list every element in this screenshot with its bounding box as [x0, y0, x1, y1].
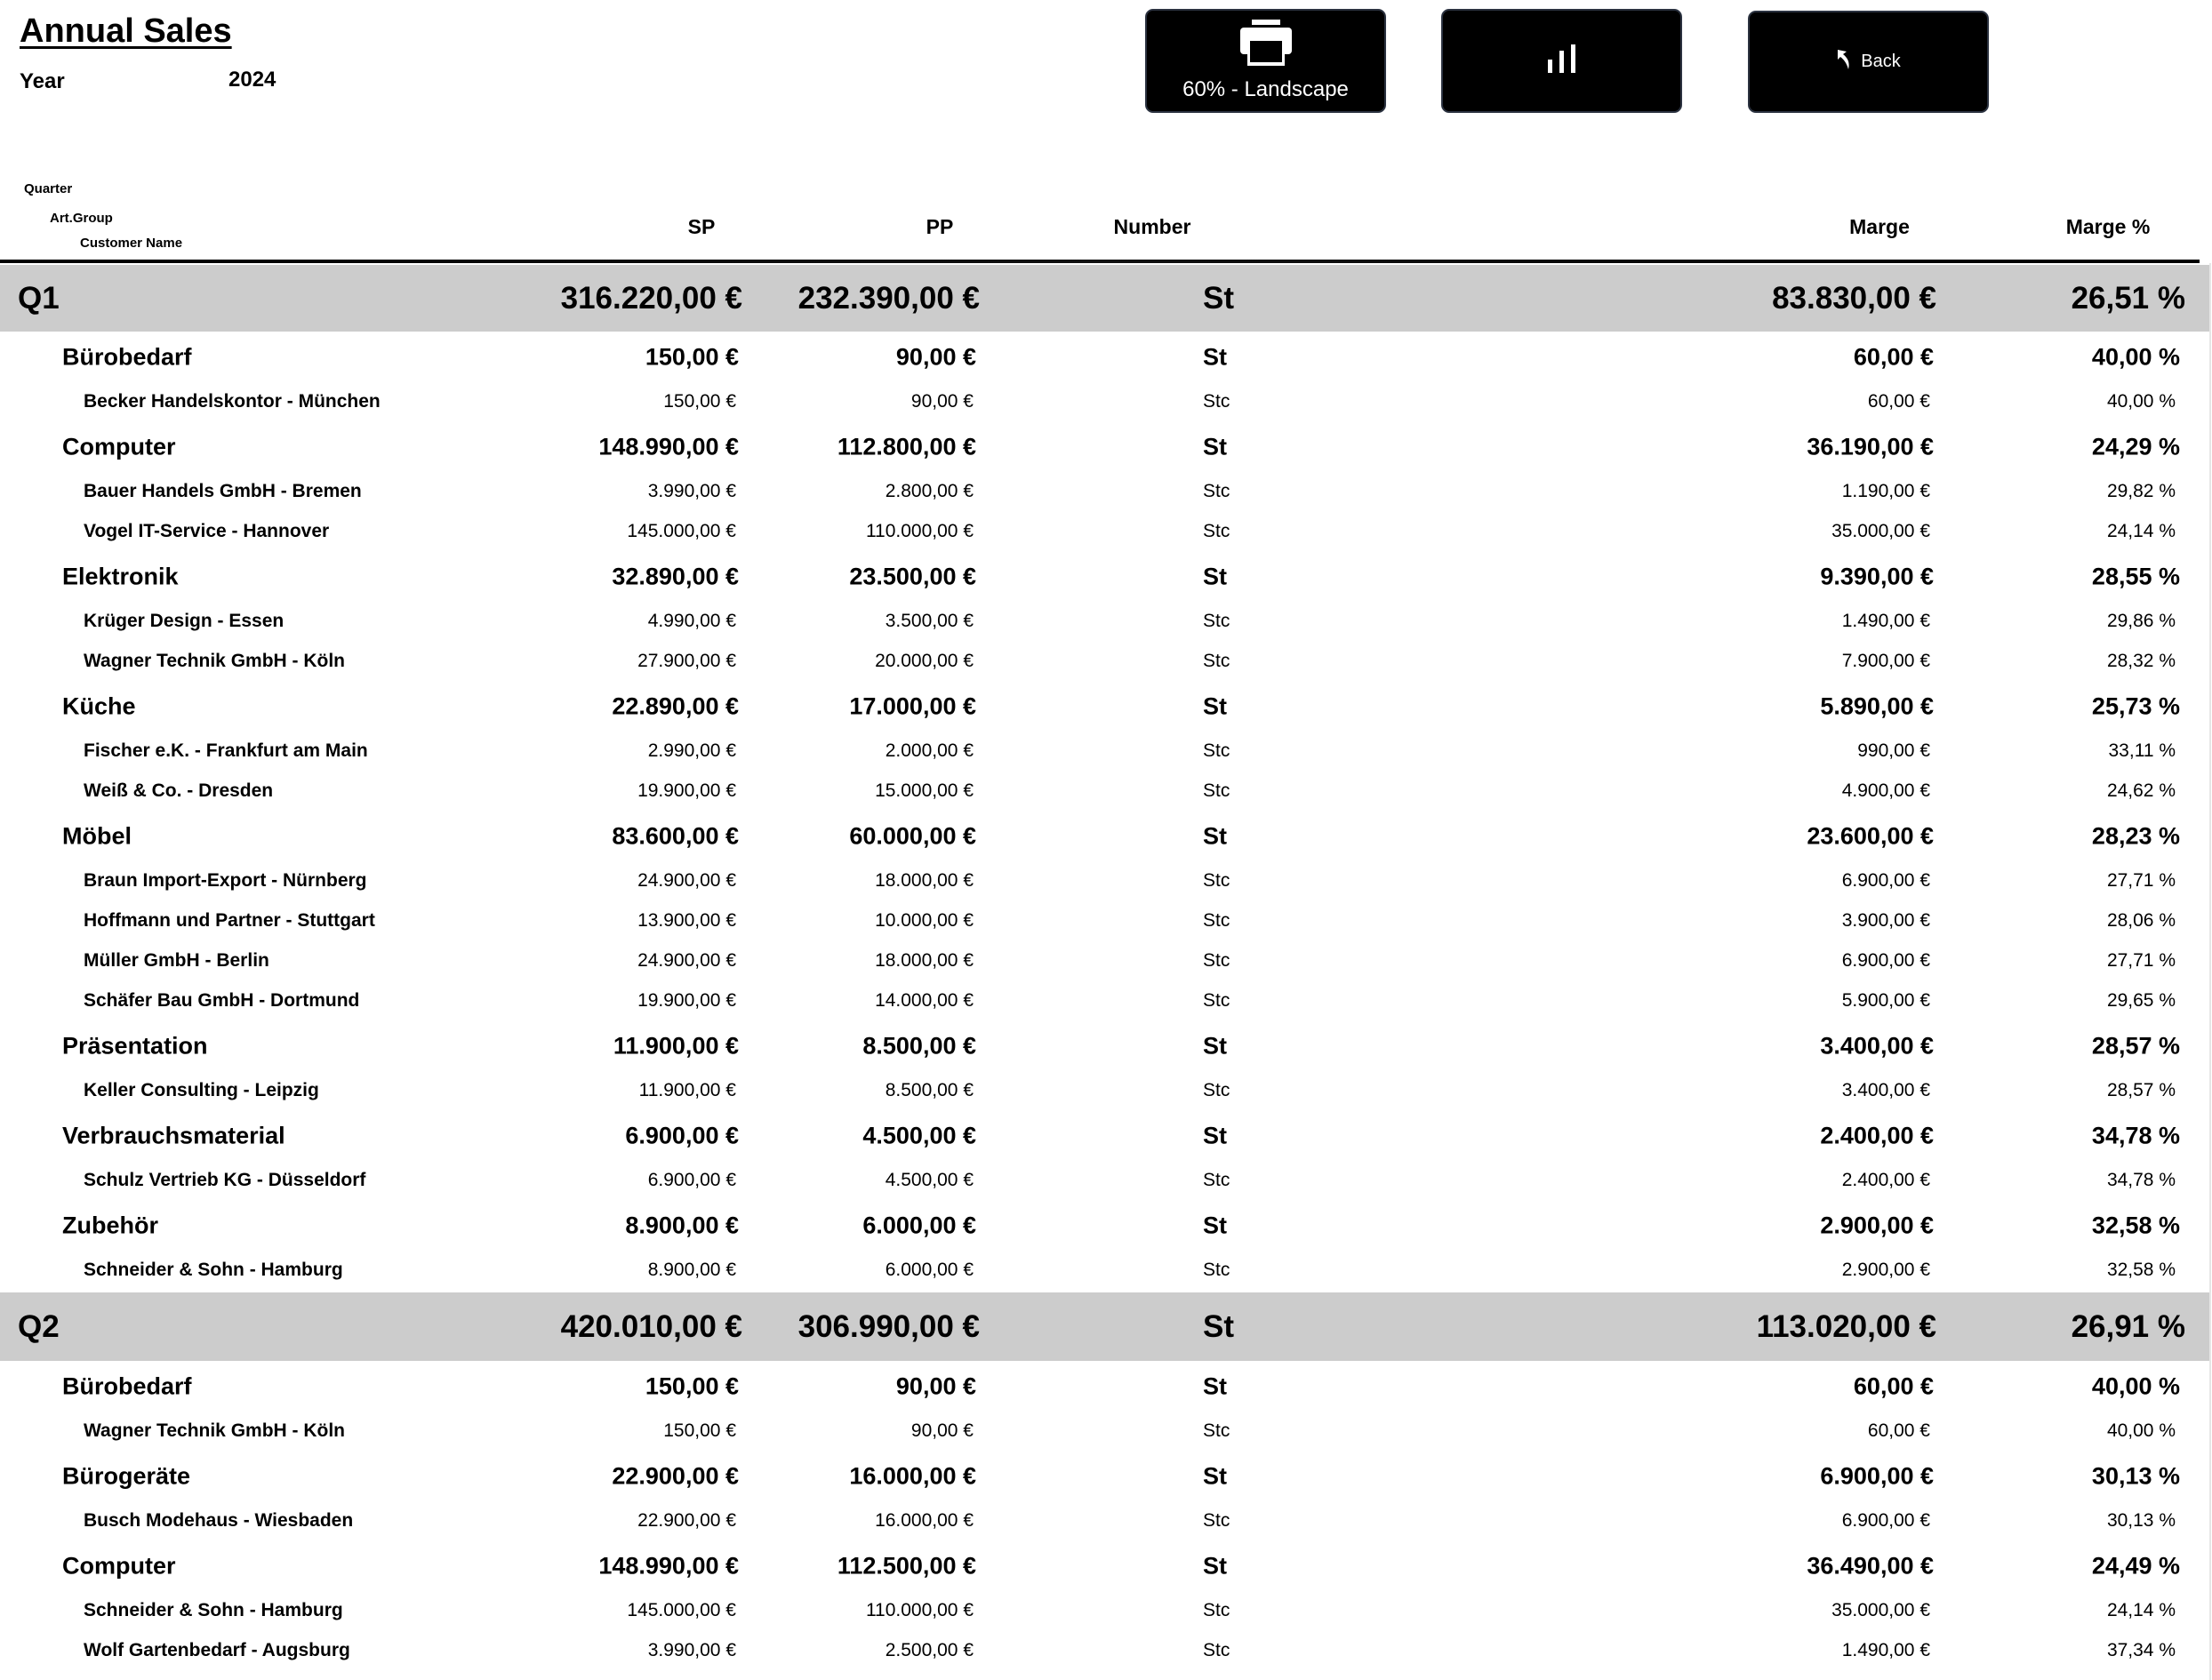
- customer-pp: 14.000,00 €: [875, 989, 974, 1011]
- group-sp: 11.900,00 €: [613, 1032, 739, 1060]
- customer-marge-percent: 27,71 %: [2106, 949, 2176, 971]
- customer-row[interactable]: [0, 1160, 2209, 1200]
- customer-marge-percent: 29,82 %: [2106, 480, 2176, 501]
- customer-marge-percent: 34,78 %: [2106, 1169, 2176, 1190]
- customer-name: Hoffmann und Partner - Stuttgart: [84, 909, 375, 931]
- quarter-pp: 306.990,00 €: [797, 1308, 980, 1344]
- column-header-customer-name: Customer Name: [80, 236, 183, 251]
- customer-row[interactable]: [0, 900, 2209, 940]
- group-marge-percent: 32,58 %: [2091, 1212, 2180, 1239]
- customer-row[interactable]: [0, 980, 2209, 1020]
- customer-row[interactable]: [0, 940, 2209, 980]
- customer-unit: Stc: [1203, 480, 1230, 501]
- column-header-quarter: Quarter: [24, 181, 73, 196]
- group-unit: St: [1203, 1122, 1227, 1149]
- customer-unit: Stc: [1203, 1259, 1230, 1280]
- customer-marge: 6.900,00 €: [1841, 869, 1930, 891]
- customer-unit: Stc: [1203, 949, 1230, 971]
- quarter-label: Q1: [18, 280, 60, 316]
- group-unit: St: [1203, 1462, 1227, 1490]
- customer-pp: 15.000,00 €: [875, 780, 974, 801]
- page-right-edge: [2209, 263, 2211, 1680]
- column-header-sp: SP: [687, 215, 716, 238]
- quarter-marge-percent: 26,51 %: [2071, 280, 2185, 316]
- customer-marge: 35.000,00 €: [1831, 1599, 1930, 1620]
- group-row[interactable]: [0, 681, 2209, 731]
- customer-unit: Stc: [1203, 610, 1230, 631]
- group-marge: 5.890,00 €: [1820, 692, 1934, 720]
- quarter-marge-percent: 26,91 %: [2071, 1308, 2185, 1344]
- quarter-row-q2[interactable]: [0, 1292, 2209, 1361]
- customer-unit: Stc: [1203, 390, 1230, 412]
- customer-marge-percent: 40,00 %: [2106, 390, 2176, 412]
- group-name: Möbel: [62, 822, 132, 850]
- customer-name: Müller GmbH - Berlin: [84, 949, 269, 971]
- customer-sp: 11.900,00 €: [638, 1079, 736, 1100]
- customer-marge: 5.900,00 €: [1841, 989, 1930, 1011]
- group-unit: St: [1203, 433, 1227, 460]
- group-pp: 16.000,00 €: [849, 1462, 976, 1490]
- group-sp: 8.900,00 €: [625, 1212, 739, 1239]
- group-name: Bürobedarf: [62, 343, 192, 371]
- group-pp: 60.000,00 €: [849, 822, 976, 850]
- customer-sp: 24.900,00 €: [637, 869, 736, 891]
- customer-marge: 2.400,00 €: [1841, 1169, 1930, 1190]
- quarter-pp: 232.390,00 €: [797, 280, 980, 316]
- customer-sp: 6.900,00 €: [647, 1169, 736, 1190]
- customer-sp: 13.900,00 €: [637, 909, 736, 931]
- column-header-art-group: Art.Group: [50, 211, 113, 226]
- customer-sp: 4.990,00 €: [647, 610, 736, 631]
- group-unit: St: [1203, 563, 1227, 590]
- group-name: Computer: [62, 1552, 176, 1580]
- customer-unit: Stc: [1203, 989, 1230, 1011]
- customer-name: Wagner Technik GmbH - Köln: [84, 1420, 346, 1441]
- customer-sp: 27.900,00 €: [637, 650, 736, 671]
- customer-sp: 19.900,00 €: [637, 780, 736, 801]
- customer-marge: 6.900,00 €: [1841, 1509, 1930, 1531]
- customer-pp: 4.500,00 €: [885, 1169, 974, 1190]
- print-landscape-button[interactable]: [1145, 9, 1386, 113]
- group-pp: 90,00 €: [895, 1372, 976, 1400]
- customer-unit: Stc: [1203, 650, 1230, 671]
- header-divider: [0, 260, 2200, 263]
- print-button-label: 60% - Landscape: [1182, 77, 1349, 101]
- customer-marge-percent: 24,14 %: [2106, 1599, 2176, 1620]
- customer-unit: Stc: [1203, 520, 1230, 541]
- group-name: Verbrauchsmaterial: [62, 1122, 285, 1149]
- group-unit: St: [1203, 822, 1227, 850]
- customer-marge-percent: 30,13 %: [2106, 1509, 2176, 1531]
- customer-row[interactable]: [0, 1070, 2209, 1110]
- year-value: 2024: [228, 68, 276, 92]
- group-name: Bürogeräte: [62, 1462, 191, 1490]
- customer-marge: 60,00 €: [1867, 1420, 1930, 1441]
- customer-marge-percent: 40,00 %: [2106, 1420, 2176, 1441]
- customer-name: Schneider & Sohn - Hamburg: [84, 1599, 343, 1620]
- chart-button[interactable]: [1441, 9, 1682, 113]
- customer-pp: 8.500,00 €: [885, 1079, 974, 1100]
- customer-marge: 1.190,00 €: [1841, 480, 1930, 501]
- group-unit: St: [1203, 343, 1227, 371]
- customer-name: Braun Import-Export - Nürnberg: [84, 869, 367, 891]
- customer-name: Schneider & Sohn - Hamburg: [84, 1259, 343, 1280]
- group-pp: 17.000,00 €: [849, 692, 976, 720]
- column-header-pp: PP: [926, 215, 954, 238]
- back-button[interactable]: [1748, 11, 1989, 113]
- customer-marge-percent: 29,65 %: [2106, 989, 2176, 1011]
- group-sp: 148.990,00 €: [598, 1552, 739, 1580]
- customer-pp: 90,00 €: [910, 390, 974, 412]
- group-marge: 60,00 €: [1853, 1372, 1934, 1400]
- bar-chart-icon: [1547, 44, 1577, 78]
- customer-row[interactable]: [0, 511, 2209, 551]
- customer-marge-percent: 28,32 %: [2106, 650, 2176, 671]
- customer-row[interactable]: [0, 471, 2209, 511]
- group-marge: 3.400,00 €: [1820, 1032, 1934, 1060]
- customer-marge: 4.900,00 €: [1841, 780, 1930, 801]
- customer-row[interactable]: [0, 381, 2209, 421]
- printer-icon: [1240, 20, 1292, 70]
- group-sp: 22.890,00 €: [612, 692, 739, 720]
- group-marge: 2.900,00 €: [1820, 1212, 1934, 1239]
- customer-marge-percent: 32,58 %: [2106, 1259, 2176, 1280]
- customer-pp: 18.000,00 €: [875, 949, 974, 971]
- customer-unit: Stc: [1203, 780, 1230, 801]
- customer-pp: 110.000,00 €: [865, 1599, 974, 1620]
- customer-name: Becker Handelskontor - München: [84, 390, 381, 412]
- customer-marge-percent: 28,57 %: [2106, 1079, 2176, 1100]
- customer-sp: 145.000,00 €: [627, 520, 736, 541]
- group-unit: St: [1203, 1372, 1227, 1400]
- group-marge: 9.390,00 €: [1820, 563, 1934, 590]
- customer-marge: 35.000,00 €: [1831, 520, 1930, 541]
- group-pp: 4.500,00 €: [862, 1122, 976, 1149]
- customer-marge: 6.900,00 €: [1841, 949, 1930, 971]
- customer-name: Krüger Design - Essen: [84, 610, 285, 631]
- customer-name: Weiß & Co. - Dresden: [84, 780, 274, 801]
- customer-unit: Stc: [1203, 1599, 1230, 1620]
- customer-row[interactable]: [0, 860, 2209, 900]
- customer-marge-percent: 33,11 %: [2108, 740, 2176, 761]
- customer-marge: 7.900,00 €: [1841, 650, 1930, 671]
- group-pp: 112.500,00 €: [837, 1552, 976, 1580]
- quarter-label: Q2: [18, 1308, 60, 1344]
- column-header-number: Number: [1113, 215, 1191, 238]
- back-arrow-icon: [1836, 49, 1852, 75]
- customer-row[interactable]: [0, 731, 2209, 771]
- group-row[interactable]: [0, 1200, 2209, 1250]
- customer-pp: 18.000,00 €: [875, 869, 974, 891]
- customer-unit: Stc: [1203, 740, 1230, 761]
- report-table: [0, 265, 2209, 1670]
- customer-marge-percent: 29,86 %: [2106, 610, 2176, 631]
- column-header-marge: Marge: [1849, 215, 1910, 238]
- customer-row[interactable]: [0, 1590, 2209, 1630]
- customer-name: Keller Consulting - Leipzig: [84, 1079, 319, 1100]
- customer-pp: 3.500,00 €: [885, 610, 974, 631]
- group-row[interactable]: [0, 332, 2209, 381]
- customer-marge-percent: 24,62 %: [2106, 780, 2176, 801]
- group-marge-percent: 40,00 %: [2091, 1372, 2180, 1400]
- quarter-unit: St: [1203, 1308, 1234, 1344]
- group-row[interactable]: [0, 811, 2209, 860]
- quarter-unit: St: [1203, 280, 1234, 316]
- group-row[interactable]: [0, 1451, 2209, 1500]
- group-marge: 23.600,00 €: [1807, 822, 1934, 850]
- column-header-marge-percent: Marge %: [2065, 215, 2151, 238]
- group-name: Bürobedarf: [62, 1372, 192, 1400]
- year-label: Year: [20, 69, 65, 93]
- customer-unit: Stc: [1203, 1509, 1230, 1531]
- group-name: Zubehör: [62, 1212, 158, 1239]
- group-name: Küche: [62, 692, 136, 720]
- group-row[interactable]: [0, 1540, 2209, 1590]
- customer-marge-percent: 24,14 %: [2106, 520, 2176, 541]
- group-marge: 6.900,00 €: [1820, 1462, 1934, 1490]
- group-sp: 6.900,00 €: [625, 1122, 739, 1149]
- customer-name: Fischer e.K. - Frankfurt am Main: [84, 740, 368, 761]
- group-pp: 8.500,00 €: [862, 1032, 976, 1060]
- customer-marge: 3.900,00 €: [1841, 909, 1930, 931]
- customer-row[interactable]: [0, 1630, 2209, 1670]
- customer-marge-percent: 28,06 %: [2106, 909, 2176, 931]
- group-sp: 83.600,00 €: [612, 822, 739, 850]
- customer-marge-percent: 37,34 %: [2106, 1639, 2176, 1660]
- group-unit: St: [1203, 1212, 1227, 1239]
- customer-name: Bauer Handels GmbH - Bremen: [84, 480, 362, 501]
- group-unit: St: [1203, 692, 1227, 720]
- customer-marge: 3.400,00 €: [1841, 1079, 1930, 1100]
- customer-row[interactable]: [0, 1411, 2209, 1451]
- customer-unit: Stc: [1203, 869, 1230, 891]
- customer-unit: Stc: [1203, 1079, 1230, 1100]
- quarter-marge: 83.830,00 €: [1772, 280, 1936, 316]
- customer-pp: 2.000,00 €: [885, 740, 974, 761]
- back-button-label: Back: [1861, 52, 1901, 71]
- customer-row[interactable]: [0, 601, 2209, 641]
- group-marge: 2.400,00 €: [1820, 1122, 1934, 1149]
- group-row[interactable]: [0, 1110, 2209, 1160]
- group-marge-percent: 40,00 %: [2091, 343, 2180, 371]
- customer-pp: 90,00 €: [910, 1420, 974, 1441]
- customer-pp: 16.000,00 €: [875, 1509, 974, 1531]
- customer-pp: 110.000,00 €: [865, 520, 974, 541]
- customer-row[interactable]: [0, 1250, 2209, 1290]
- customer-sp: 8.900,00 €: [647, 1259, 736, 1280]
- group-name: Elektronik: [62, 563, 179, 590]
- customer-pp: 2.800,00 €: [885, 480, 974, 501]
- customer-marge: 990,00 €: [1857, 740, 1930, 761]
- customer-unit: Stc: [1203, 909, 1230, 931]
- customer-sp: 150,00 €: [663, 1420, 736, 1441]
- group-marge: 36.490,00 €: [1807, 1552, 1934, 1580]
- group-marge: 36.190,00 €: [1807, 433, 1934, 460]
- customer-pp: 6.000,00 €: [885, 1259, 974, 1280]
- customer-sp: 2.990,00 €: [647, 740, 736, 761]
- group-marge-percent: 28,55 %: [2091, 563, 2180, 590]
- customer-name: Vogel IT-Service - Hannover: [84, 520, 330, 541]
- group-unit: St: [1203, 1552, 1227, 1580]
- customer-unit: Stc: [1203, 1420, 1230, 1441]
- customer-sp: 3.990,00 €: [647, 1639, 736, 1660]
- customer-row[interactable]: [0, 641, 2209, 681]
- quarter-sp: 420.010,00 €: [560, 1308, 742, 1344]
- customer-marge-percent: 27,71 %: [2106, 869, 2176, 891]
- group-pp: 23.500,00 €: [849, 563, 976, 590]
- group-marge-percent: 25,73 %: [2091, 692, 2180, 720]
- group-pp: 112.800,00 €: [837, 433, 976, 460]
- group-sp: 148.990,00 €: [598, 433, 739, 460]
- customer-row[interactable]: [0, 1500, 2209, 1540]
- group-row[interactable]: [0, 421, 2209, 471]
- customer-pp: 10.000,00 €: [875, 909, 974, 931]
- group-marge-percent: 30,13 %: [2091, 1462, 2180, 1490]
- customer-name: Schäfer Bau GmbH - Dortmund: [84, 989, 360, 1011]
- group-pp: 6.000,00 €: [862, 1212, 976, 1239]
- customer-name: Busch Modehaus - Wiesbaden: [84, 1509, 354, 1531]
- group-sp: 32.890,00 €: [612, 563, 739, 590]
- customer-unit: Stc: [1203, 1639, 1230, 1660]
- group-marge: 60,00 €: [1853, 343, 1934, 371]
- group-pp: 90,00 €: [895, 343, 976, 371]
- group-row[interactable]: [0, 551, 2209, 601]
- customer-sp: 24.900,00 €: [637, 949, 736, 971]
- customer-pp: 20.000,00 €: [875, 650, 974, 671]
- customer-sp: 145.000,00 €: [627, 1599, 736, 1620]
- quarter-row-q1[interactable]: [0, 265, 2209, 332]
- customer-name: Wolf Gartenbedarf - Augsburg: [84, 1639, 350, 1660]
- group-name: Präsentation: [62, 1032, 208, 1060]
- group-sp: 150,00 €: [645, 1372, 739, 1400]
- customer-sp: 22.900,00 €: [637, 1509, 736, 1531]
- group-marge-percent: 24,29 %: [2091, 433, 2180, 460]
- customer-pp: 2.500,00 €: [885, 1639, 974, 1660]
- group-marge-percent: 24,49 %: [2091, 1552, 2180, 1580]
- group-sp: 150,00 €: [645, 343, 739, 371]
- customer-marge: 2.900,00 €: [1841, 1259, 1930, 1280]
- quarter-marge: 113.020,00 €: [1756, 1308, 1936, 1344]
- customer-sp: 150,00 €: [663, 390, 736, 412]
- customer-marge: 1.490,00 €: [1841, 1639, 1930, 1660]
- group-marge-percent: 34,78 %: [2091, 1122, 2180, 1149]
- group-marge-percent: 28,23 %: [2091, 822, 2180, 850]
- group-row[interactable]: [0, 1020, 2209, 1070]
- customer-name: Wagner Technik GmbH - Köln: [84, 650, 346, 671]
- customer-marge: 60,00 €: [1867, 390, 1930, 412]
- group-unit: St: [1203, 1032, 1227, 1060]
- customer-marge: 1.490,00 €: [1841, 610, 1930, 631]
- customer-name: Schulz Vertrieb KG - Düsseldorf: [84, 1169, 366, 1190]
- group-name: Computer: [62, 433, 176, 460]
- group-row[interactable]: [0, 1361, 2209, 1411]
- quarter-sp: 316.220,00 €: [560, 280, 742, 316]
- customer-row[interactable]: [0, 771, 2209, 811]
- customer-sp: 19.900,00 €: [637, 989, 736, 1011]
- report-title: Annual Sales: [20, 12, 232, 50]
- customer-sp: 3.990,00 €: [647, 480, 736, 501]
- group-sp: 22.900,00 €: [612, 1462, 739, 1490]
- customer-unit: Stc: [1203, 1169, 1230, 1190]
- group-marge-percent: 28,57 %: [2091, 1032, 2180, 1060]
